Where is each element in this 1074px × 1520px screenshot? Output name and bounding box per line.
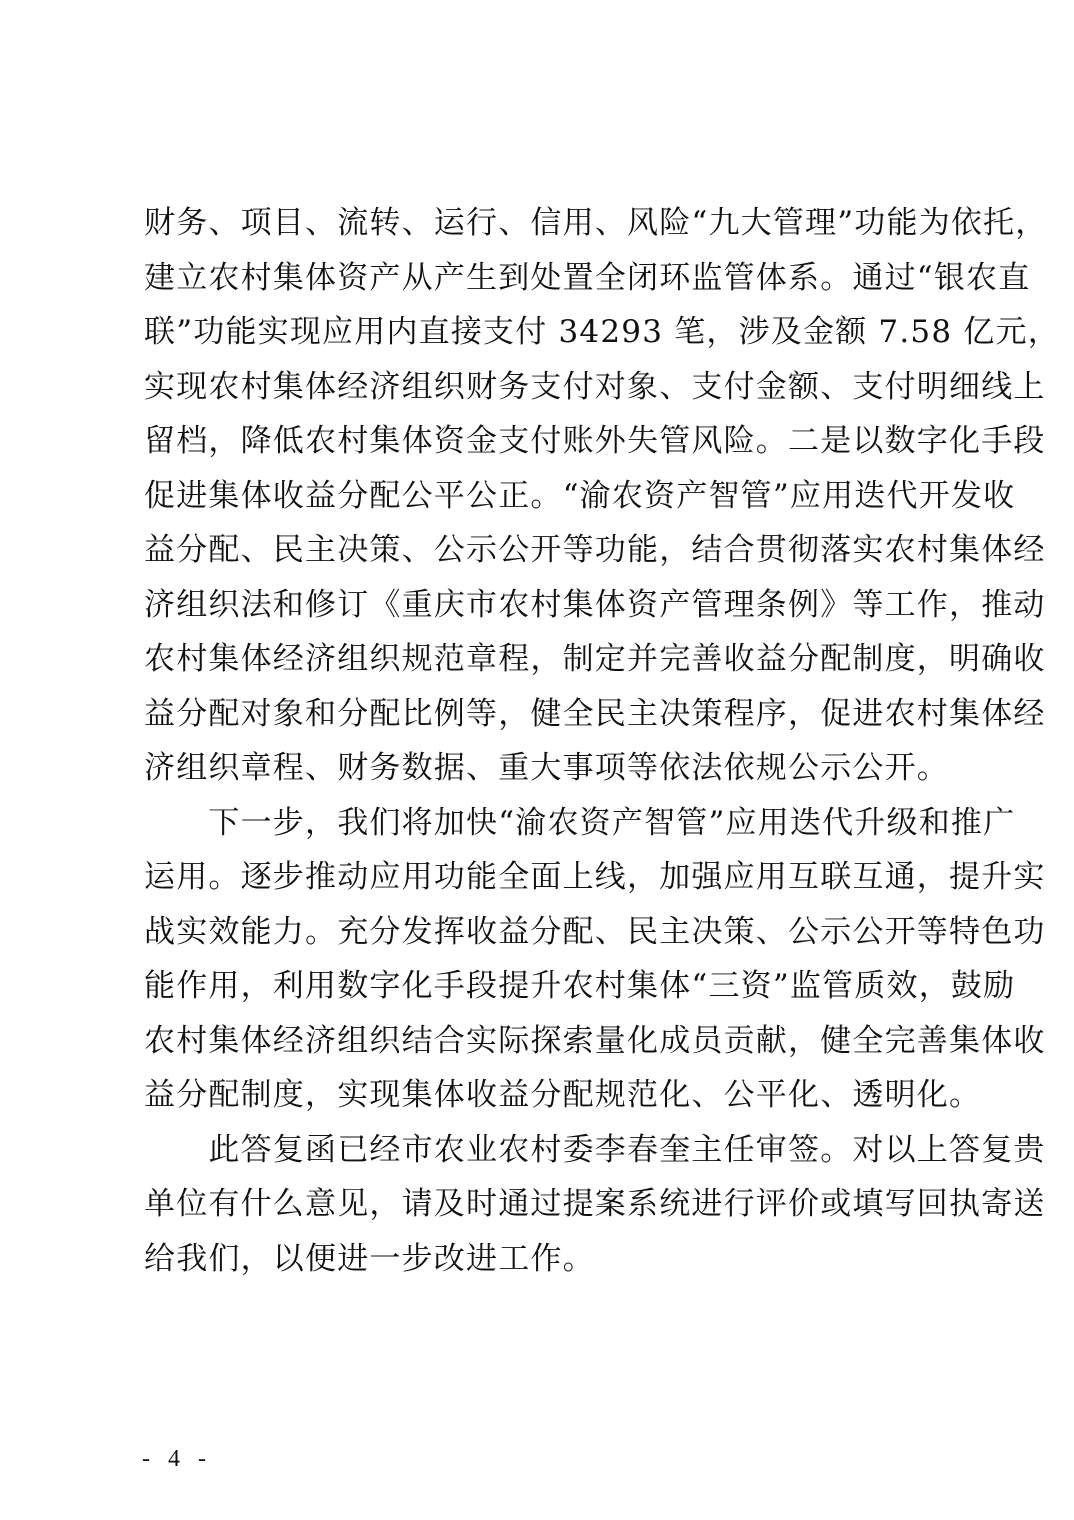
text-line: 联”功能实现应用内直接支付 34293 笔，涉及金额 7.58 亿元， bbox=[144, 314, 1060, 350]
text-line: 益分配、民主决策、公示公开等功能，结合贯彻落实农村集体经 bbox=[144, 532, 1046, 568]
text-line: 建立农村集体资产从产生到处置全闭环监管体系。通过“银农直 bbox=[144, 259, 1031, 296]
text-line: 战实效能力。充分发挥收益分配、民主决策、公示公开等特色功 bbox=[144, 913, 1046, 950]
text-line: 运用。逐步推动应用功能全面上线，加强应用互联互通，提升实 bbox=[144, 859, 1046, 895]
text-line: 下一步，我们将加快“渝农资产智管”应用迭代升级和推广 bbox=[144, 804, 1016, 841]
text-line: 益分配制度，实现集体收益分配规范化、公平化、透明化。 bbox=[144, 1077, 982, 1113]
text-line: 促进集体收益分配公平公正。“渝农资产智管”应用迭代开发收 bbox=[144, 477, 1016, 514]
text-line: 给我们，以便进一步改进工作。 bbox=[144, 1240, 595, 1277]
text-line: 济组织法和修订《重庆市农村集体资产管理条例》等工作，推动 bbox=[144, 586, 1046, 623]
text-line: 财务、项目、流转、运行、信用、风险“九大管理”功能为依托， bbox=[144, 205, 1048, 241]
text-line: 留档，降低农村集体资金支付账外失管风险。二是以数字化手段 bbox=[144, 423, 1046, 459]
text-line: 农村集体经济组织结合实际探索量化成员贡献，健全完善集体收 bbox=[144, 1022, 1046, 1059]
text-line: 济组织章程、财务数据、重大事项等依法依规公示公开。 bbox=[144, 750, 949, 786]
text-line: 此答复函已经市农业农村委李春奎主任审签。对以上答复贵 bbox=[144, 1131, 1046, 1168]
page-number: - 4 - bbox=[142, 1446, 212, 1472]
text-line: 农村集体经济组织规范章程，制定并完善收益分配制度，明确收 bbox=[144, 641, 1046, 677]
text-line: 实现农村集体经济组织财务支付对象、支付金额、支付明细线上 bbox=[144, 368, 1046, 405]
text-line: 单位有什么意见，请及时通过提案系统进行评价或填写回执寄送 bbox=[144, 1186, 1046, 1222]
text-line: 益分配对象和分配比例等，健全民主决策程序，促进农村集体经 bbox=[144, 695, 1046, 732]
body-text bbox=[144, 196, 1060, 1286]
text-line: 能作用，利用数字化手段提升农村集体“三资”监管质效，鼓励 bbox=[144, 968, 1016, 1004]
